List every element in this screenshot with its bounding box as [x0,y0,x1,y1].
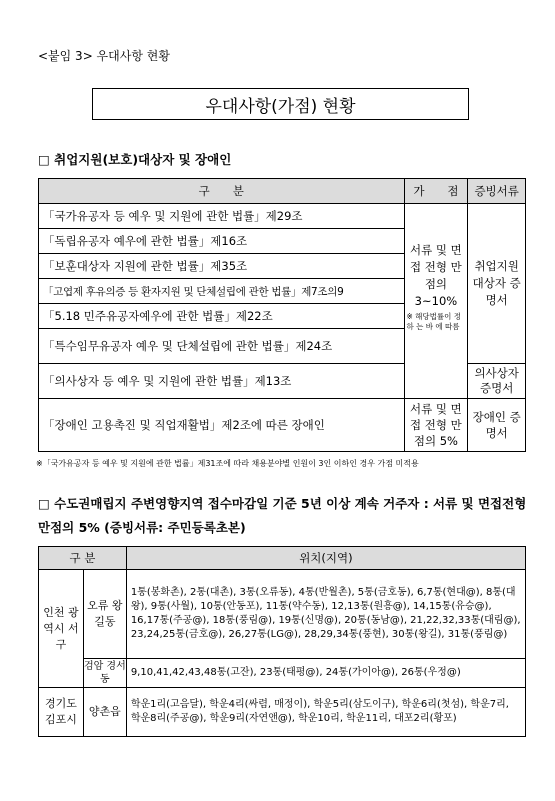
docs-injured-cell: 의사상자 증명서 [468,364,526,399]
law-cell: 「독립유공자 예우에 관한 법률」제16조 [39,229,405,254]
region-cell: 경기도 김포시 [39,688,84,737]
law-cell: 「의사상자 등 예우 및 지원에 관한 법률」제13조 [39,364,405,399]
law-cell: 「장애인 고용촉진 및 직업재활법」제2조에 따른 장애인 [39,399,405,452]
table-header-row [39,547,526,570]
table-row [39,204,526,229]
subregion-cell: 양촌읍 [83,688,126,737]
points-main: 서류 및 면접 전형 만점의 3~10% [410,243,462,308]
table-row [39,399,526,452]
location-cell: 1통(봉화촌), 2통(대촌), 3통(오류동), 4통(반월촌), 5통(금호동), 6,7통(현대@), 8통(대왕), 9통(사월), 10통(안동포), 11통(약수동), 12,13통(원흥@), 14,15통(유승@), 16,17통(주공@), 18통(풍림@), 19통(신명@), 20통(동남@), 21,22,32,33통(대림@), 23,24,25통(금호@), 26,27통(LG@), 28,29,34통(풍현), 30통(왕길), 31통(풍림@) [126,570,525,659]
attachment-label: <붙임 3> 우대사항 현황 [38,49,170,63]
location-cell: 학운1리(고음달), 학운4리(싸렴, 매정이), 학운5리(삼도이구), 학운6리(첫섬), 학운7리, 학운8리(주공@), 학운9리(자연앤@), 학운10리, 학운11리, 대포2리(황포) [126,688,525,737]
col-header-division: 구 분 [39,179,405,204]
table-row [39,659,526,688]
law-cell: 「고엽제 후유의증 등 환자지원 및 단체설립에 관한 법률」제7조의9 [39,279,405,304]
table-header-row [39,179,526,204]
docs-cell: 취업지원 대상자 증명서 [468,204,526,364]
subregion-cell: 오류 왕길동 [83,570,126,659]
docs-disabled-cell: 장애인 증명서 [468,399,526,452]
points-disabled-cell: 서류 및 면접 전형 만점의 5% [404,399,468,452]
region-cell: 인천 광역시 서구 [39,570,84,688]
preference-table [38,178,526,452]
points-cell [404,204,468,399]
law-cell: 「보훈대상자 지원에 관한 법률」제35조 [39,254,405,279]
footnote: ※「국가유공자 등 예우 및 지원에 관한 법률」제31조에 따라 채용분야별 인원이 3인 이하인 경우 가점 미적용 [36,459,419,468]
section1-heading: □ 취업지원(보호)대상자 및 장애인 [38,152,232,167]
law-cell: 「5.18 민주유공자예우에 관한 법률」제22조 [39,304,405,329]
region-table [38,546,526,737]
law-cell: 「특수임무유공자 예우 및 단체설립에 관한 법률」제24조 [39,329,405,364]
page-title: 우대사항(가점) 현황 [92,88,469,120]
table-row [39,570,526,659]
section2-heading: □ 수도권매립지 주변영향지역 접수마감일 기준 5년 이상 계속 거주자 : 서류 및 면접전형 만점의 5% (증빙서류: 주민등록초본) [38,496,527,535]
points-note: ※ 해당법률이 정 하 는 바 에 따름 [406,312,462,331]
location-cell: 9,10,41,42,43,48통(고잔), 23통(태평@), 24통(가이아@), 26통(우정@) [126,659,525,688]
table-row [39,688,526,737]
subregion-cell: 검암 경서동 [83,659,126,688]
col-header-location: 위치(지역) [126,547,525,570]
col-header-division: 구 분 [39,547,127,570]
col-header-docs: 증빙서류 [468,179,526,204]
col-header-points: 가 점 [404,179,468,204]
law-cell: 「국가유공자 등 예우 및 지원에 관한 법률」제29조 [39,204,405,229]
